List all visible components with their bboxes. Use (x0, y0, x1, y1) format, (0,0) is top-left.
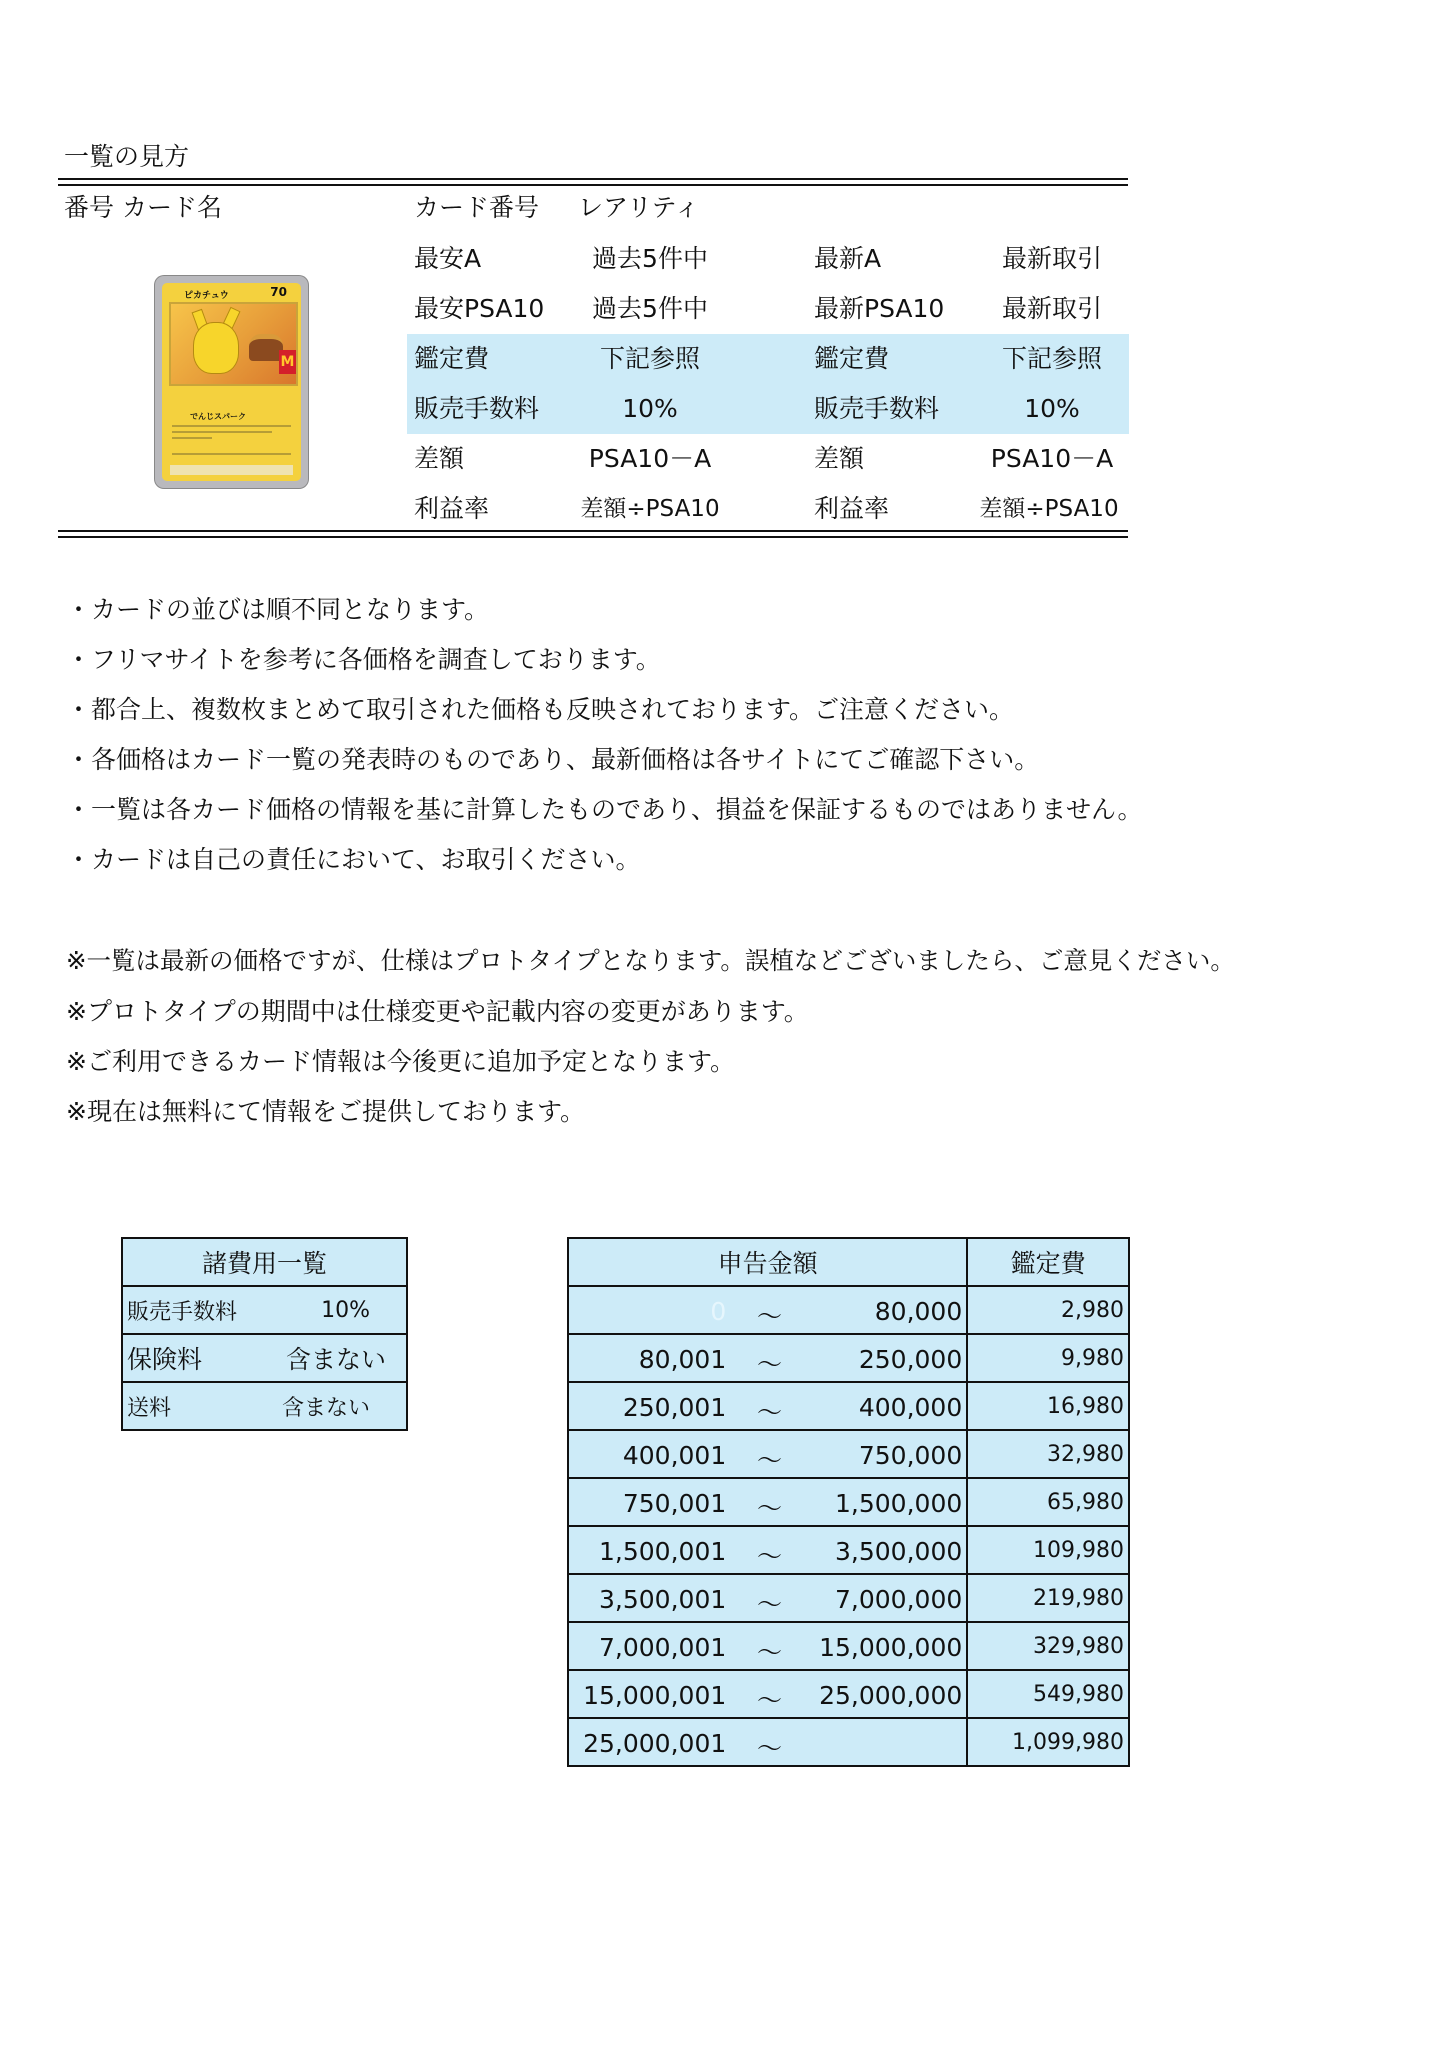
bottom-rule-1 (58, 530, 1128, 532)
cell: 過去5件中 (592, 294, 708, 323)
cell: 差額÷PSA10 (979, 496, 1119, 522)
grading-fee: 16,980 (967, 1382, 1129, 1430)
fees-table (121, 1237, 408, 1431)
note-item: ※ご利用できるカード情報は今後更に追加予定となります。 (66, 1047, 735, 1076)
table-row (122, 1382, 407, 1430)
grading-fee: 1,099,980 (967, 1718, 1129, 1766)
card-text-line (172, 431, 272, 433)
table-row (568, 1526, 1129, 1574)
range-high: 400,000 (858, 1393, 963, 1422)
grading-fee: 2,980 (967, 1286, 1129, 1334)
tilde: ～ (757, 1446, 783, 1475)
card-text-line (172, 437, 212, 439)
grading-fee: 549,980 (967, 1670, 1129, 1718)
range-high: 25,000,000 (819, 1681, 963, 1710)
fee-value: 含まない (259, 1382, 407, 1430)
range-high: 3,500,000 (835, 1537, 963, 1566)
tilde: ～ (757, 1542, 783, 1571)
header-card-number: カード番号 (414, 193, 540, 222)
range-low: 750,001 (622, 1489, 727, 1518)
legend-title: 一覧の見方 (64, 142, 190, 171)
card-name: ピカチュウ (184, 291, 229, 301)
grading-fee-table (567, 1237, 1130, 1767)
table-row (568, 1574, 1129, 1622)
cell: 利益率 (814, 494, 890, 523)
table-row (568, 1286, 1129, 1334)
table-row (568, 1670, 1129, 1718)
tilde: ～ (757, 1350, 783, 1379)
tilde: ～ (757, 1638, 783, 1667)
range-high: 80,000 (874, 1297, 963, 1326)
cell: 販売手数料 (414, 394, 540, 423)
tilde: ～ (757, 1398, 783, 1427)
header-grading-fee: 鑑定費 (967, 1238, 1129, 1286)
range-low: 250,001 (622, 1393, 727, 1422)
range-low: 80,001 (638, 1345, 727, 1374)
range-high: 1,500,000 (835, 1489, 963, 1518)
bullet-item: ・各価格はカード一覧の発表時のものであり、最新価格は各サイトにてご確認下さい。 (66, 745, 1040, 774)
tilde: ～ (757, 1734, 783, 1763)
tilde: ～ (757, 1590, 783, 1619)
bullet-item: ・カードは自己の責任において、お取引ください。 (66, 845, 641, 874)
table-row (122, 1334, 407, 1382)
table-row (568, 1382, 1129, 1430)
pikachu-body (193, 322, 239, 374)
grading-fee: 65,980 (967, 1478, 1129, 1526)
range-high: 250,000 (858, 1345, 963, 1374)
cell: 下記参照 (599, 344, 700, 373)
table-row (122, 1286, 407, 1334)
card-hp: 70 (270, 285, 287, 299)
cell: 過去5件中 (592, 244, 708, 273)
tilde: ～ (757, 1494, 783, 1523)
cell: 差額÷PSA10 (580, 496, 720, 522)
bottom-rule-2 (58, 536, 1128, 538)
fee-label: 保険料 (122, 1334, 259, 1382)
header-rarity: レアリティ (578, 193, 700, 222)
cell: 下記参照 (1001, 344, 1102, 373)
burger-icon (249, 334, 283, 361)
tilde: ～ (757, 1686, 783, 1715)
card-text-line (172, 453, 291, 455)
card-artwork (169, 302, 298, 386)
note-item: ※現在は無料にて情報をご提供しております。 (66, 1097, 585, 1126)
cell: 10% (1024, 394, 1080, 423)
cell: 鑑定費 (814, 344, 890, 373)
table-row (568, 1334, 1129, 1382)
header-declared-amount: 申告金額 (568, 1238, 967, 1286)
top-rule-1 (58, 178, 1128, 180)
cell: 最安PSA10 (414, 294, 545, 323)
cell: 最新取引 (1001, 294, 1102, 323)
fees-table-title: 諸費用一覧 (122, 1238, 407, 1286)
bullet-item: ・一覧は各カード価格の情報を基に計算したものであり、損益を保証するものではありません。 (66, 795, 1143, 824)
card-footer (170, 465, 293, 475)
fee-value: 含まない (259, 1334, 407, 1382)
range-low: 1,500,001 (599, 1537, 727, 1566)
card-text-line (172, 425, 291, 427)
grading-fee: 329,980 (967, 1622, 1129, 1670)
range-low: 400,001 (622, 1441, 727, 1470)
fee-label: 送料 (122, 1382, 259, 1430)
range-high: 15,000,000 (819, 1633, 963, 1662)
range-low: 3,500,001 (599, 1585, 727, 1614)
range-low: 25,000,001 (583, 1729, 727, 1758)
table-header-row (568, 1238, 1129, 1286)
range-low: 0 (710, 1297, 727, 1326)
cell: 最新PSA10 (814, 294, 945, 323)
cell: 差額 (414, 444, 465, 473)
table-row (568, 1430, 1129, 1478)
tilde: ～ (757, 1302, 783, 1331)
table-row (568, 1622, 1129, 1670)
bullet-item: ・カードの並びは順不同となります。 (66, 595, 490, 624)
cell: 最新取引 (1001, 244, 1102, 273)
pikachu-card-image (155, 276, 308, 488)
grading-fee: 9,980 (967, 1334, 1129, 1382)
cell: 最安A (414, 244, 482, 273)
bullet-item: ・都合上、複数枚まとめて取引された価格も反映されております。ご注意ください。 (66, 695, 1015, 724)
mcdonalds-logo: M (279, 350, 296, 374)
cell: 鑑定費 (414, 344, 490, 373)
header-number-name: 番号 カード名 (64, 193, 222, 222)
cell: PSA10－A (990, 444, 1114, 473)
note-item: ※プロトタイプの期間中は仕様変更や記載内容の変更があります。 (66, 997, 809, 1026)
grading-fee: 32,980 (967, 1430, 1129, 1478)
range-low: 7,000,001 (599, 1633, 727, 1662)
table-row (122, 1238, 407, 1286)
range-high: 750,000 (858, 1441, 963, 1470)
cell: 販売手数料 (814, 394, 940, 423)
top-rule-2 (58, 184, 1128, 186)
grading-fee: 109,980 (967, 1526, 1129, 1574)
fee-label: 販売手数料 (122, 1286, 259, 1334)
note-item: ※一覧は最新の価格ですが、仕様はプロトタイプとなります。誤植などございましたら、ご意見ください。 (66, 946, 1235, 975)
cell: PSA10－A (588, 444, 712, 473)
table-row (568, 1718, 1129, 1766)
cell: 利益率 (414, 494, 490, 523)
cell: 差額 (814, 444, 865, 473)
grading-fee: 219,980 (967, 1574, 1129, 1622)
range-low: 15,000,001 (583, 1681, 727, 1710)
cell: 最新A (814, 244, 882, 273)
fee-value: 10% (259, 1286, 407, 1334)
cell: 10% (622, 394, 678, 423)
bullet-item: ・フリマサイトを参考に各価格を調査しております。 (66, 645, 661, 674)
range-high: 7,000,000 (835, 1585, 963, 1614)
table-row (568, 1478, 1129, 1526)
card-attack-name: でんじスパーク (190, 412, 246, 421)
